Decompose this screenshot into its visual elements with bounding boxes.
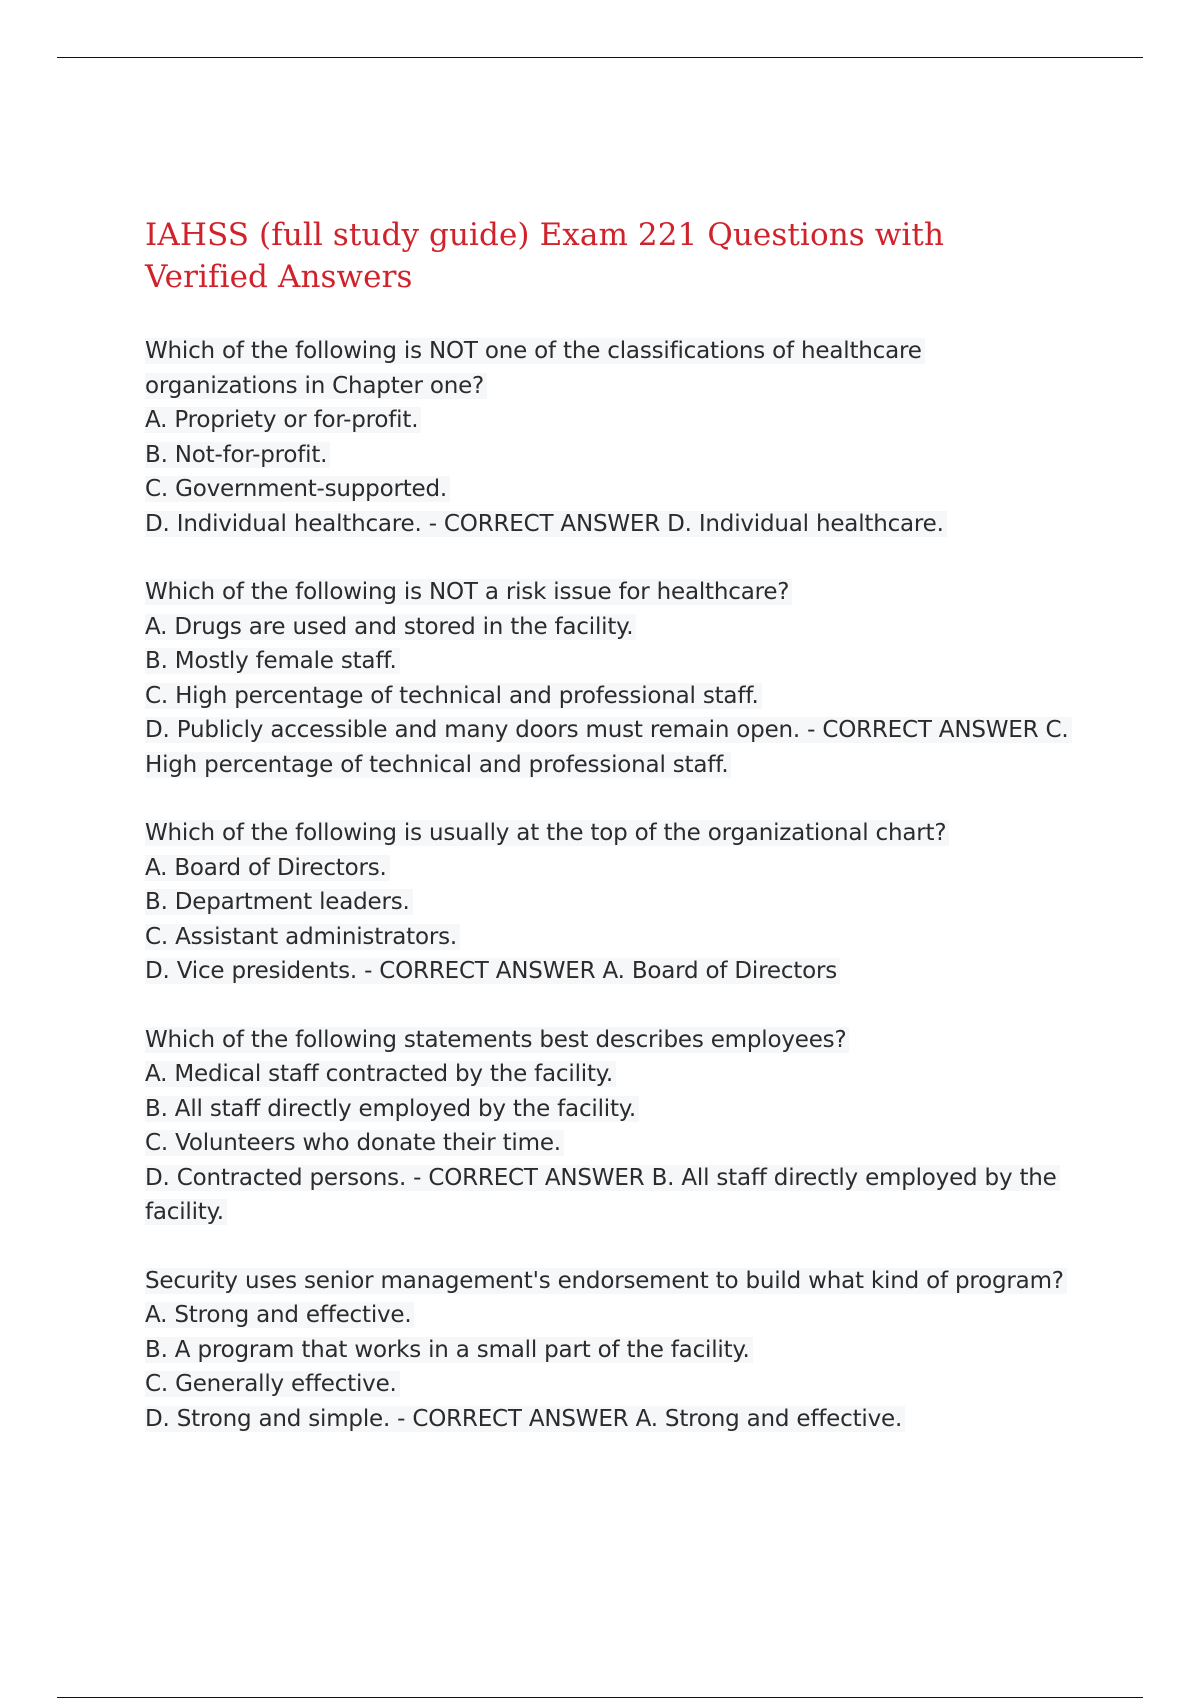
answer-option-with-correct-answer: D. Publicly accessible and many doors must remain open. - CORRECT ANSWER C. High percentage of technical and professional staff. xyxy=(145,713,1075,782)
document-title: IAHSS (full study guide) Exam 221 Questions with Verified Answers xyxy=(145,217,945,295)
question-text: Which of the following statements best describes employees? xyxy=(145,1023,1075,1058)
answer-option: B. Not-for-profit. xyxy=(145,438,1075,473)
answer-option: A. Strong and effective. xyxy=(145,1298,1075,1333)
answer-option: A. Medical staff contracted by the facility. xyxy=(145,1057,1075,1092)
answer-option: A. Drugs are used and stored in the facility. xyxy=(145,610,1075,645)
answer-option: A. Board of Directors. xyxy=(145,851,1075,886)
question-text: Which of the following is NOT one of the classifications of healthcare organizations in Chapter one? xyxy=(145,334,1075,403)
question-text: Security uses senior management's endorsement to build what kind of program? xyxy=(145,1264,1075,1299)
answer-option: C. Government-supported. xyxy=(145,472,1075,507)
answer-option-with-correct-answer: D. Individual healthcare. - CORRECT ANSWER D. Individual healthcare. xyxy=(145,507,1075,542)
answer-option: B. A program that works in a small part of the facility. xyxy=(145,1333,1075,1368)
question-text: Which of the following is usually at the top of the organizational chart? xyxy=(145,816,1075,851)
document-body xyxy=(145,214,1075,1470)
answer-option: B. Mostly female staff. xyxy=(145,644,1075,679)
answer-option-with-correct-answer: D. Strong and simple. - CORRECT ANSWER A. Strong and effective. xyxy=(145,1402,1075,1437)
answer-option: B. All staff directly employed by the facility. xyxy=(145,1092,1075,1127)
question-block xyxy=(145,816,1075,989)
footer-divider xyxy=(57,1697,1143,1698)
answer-option: C. Generally effective. xyxy=(145,1367,1075,1402)
answer-option: C. Assistant administrators. xyxy=(145,920,1075,955)
question-block xyxy=(145,575,1075,782)
answer-option-with-correct-answer: D. Vice presidents. - CORRECT ANSWER A. Board of Directors xyxy=(145,954,1075,989)
answer-option: A. Propriety or for-profit. xyxy=(145,403,1075,438)
question-text: Which of the following is NOT a risk issue for healthcare? xyxy=(145,575,1075,610)
question-block xyxy=(145,1023,1075,1230)
answer-option: C. High percentage of technical and professional staff. xyxy=(145,679,1075,714)
answer-option: C. Volunteers who donate their time. xyxy=(145,1126,1075,1161)
answer-option: B. Department leaders. xyxy=(145,885,1075,920)
header-divider xyxy=(57,57,1143,58)
answer-option-with-correct-answer: D. Contracted persons. - CORRECT ANSWER B. All staff directly employed by the facility. xyxy=(145,1161,1075,1230)
question-block xyxy=(145,1264,1075,1437)
question-block xyxy=(145,334,1075,541)
